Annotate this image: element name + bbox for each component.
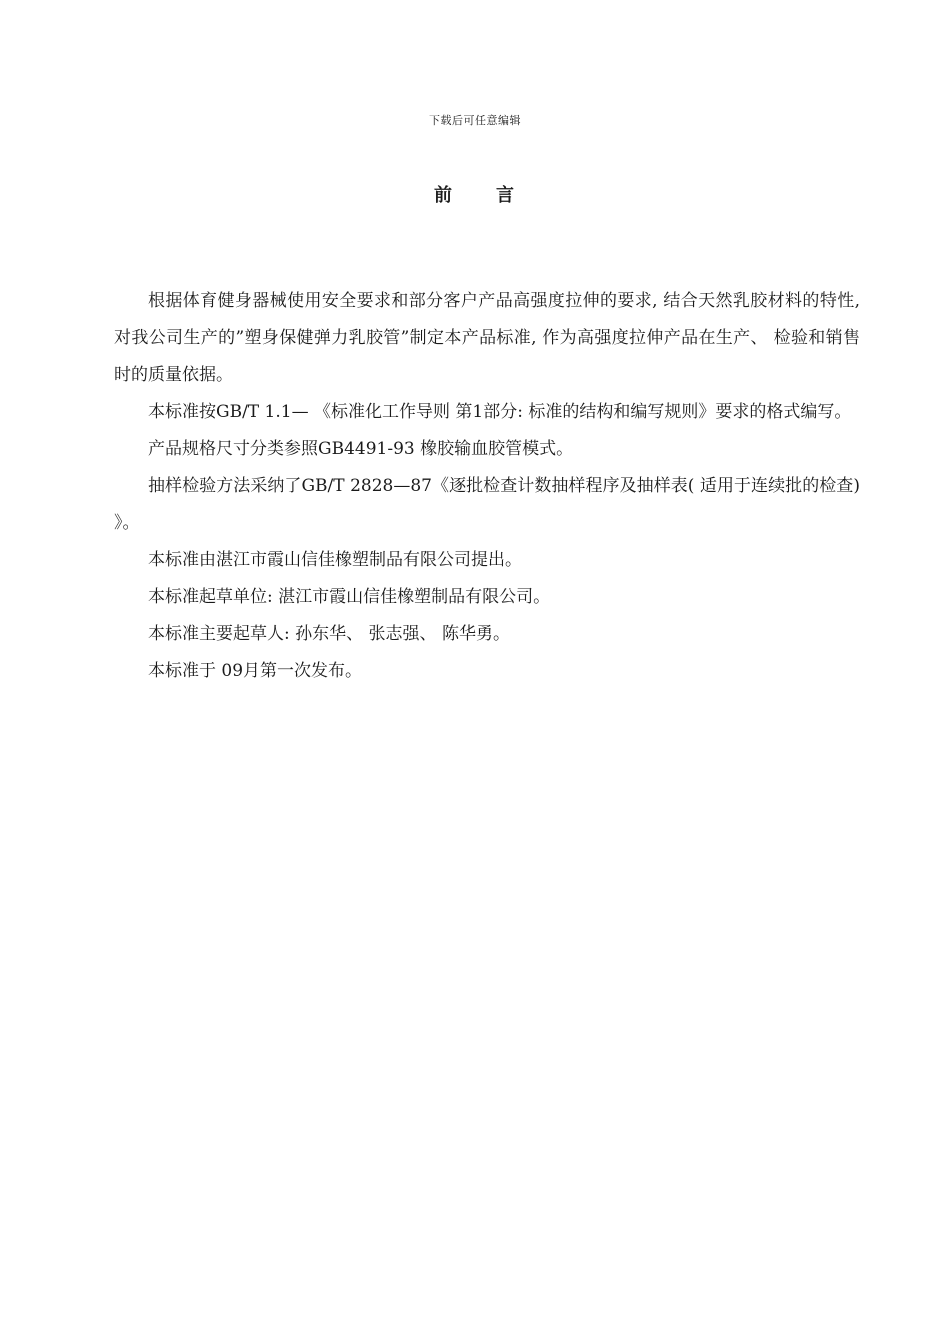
paragraph-sampling: 抽样检验方法采纳了GB/T 2828—87《逐批检查计数抽样程序及抽样表( 适用于连续批的检查) 》。 — [114, 476, 860, 533]
paragraph-drafting-unit: 本标准起草单位: 湛江市霞山信佳橡塑制品有限公司。 — [148, 587, 551, 607]
paragraph-format: 本标准按GB/T 1.1— 《标准化工作导则 第1部分: 标准的结构和编写规则》要求的格式编写。 — [148, 402, 852, 422]
paragraph-purpose: 根据体育健身器械使用安全要求和部分客户产品高强度拉伸的要求, 结合天然乳胶材料的特性, 对我公司生产的”塑身保健弹力乳胶管”制定本产品标准, 作为高强度拉伸产品在生产、 检验和销售时的质量依据。 — [114, 291, 860, 385]
page-title — [0, 181, 950, 207]
title-char-1: 前 — [434, 185, 454, 206]
paragraph-proposer: 本标准由湛江市霞山信佳橡塑制品有限公司提出。 — [148, 550, 522, 570]
title-char-2: 言 — [496, 185, 516, 206]
header-note: 下载后可任意编辑 — [429, 114, 521, 127]
paragraph-drafters: 本标准主要起草人: 孙东华、 张志强、 陈华勇。 — [148, 624, 510, 644]
paragraph-specification: 产品规格尺寸分类参照GB4491-93 橡胶输血胶管模式。 — [148, 439, 574, 459]
preface-body — [114, 283, 860, 690]
paragraph-release: 本标准于 09月第一次发布。 — [148, 661, 363, 681]
